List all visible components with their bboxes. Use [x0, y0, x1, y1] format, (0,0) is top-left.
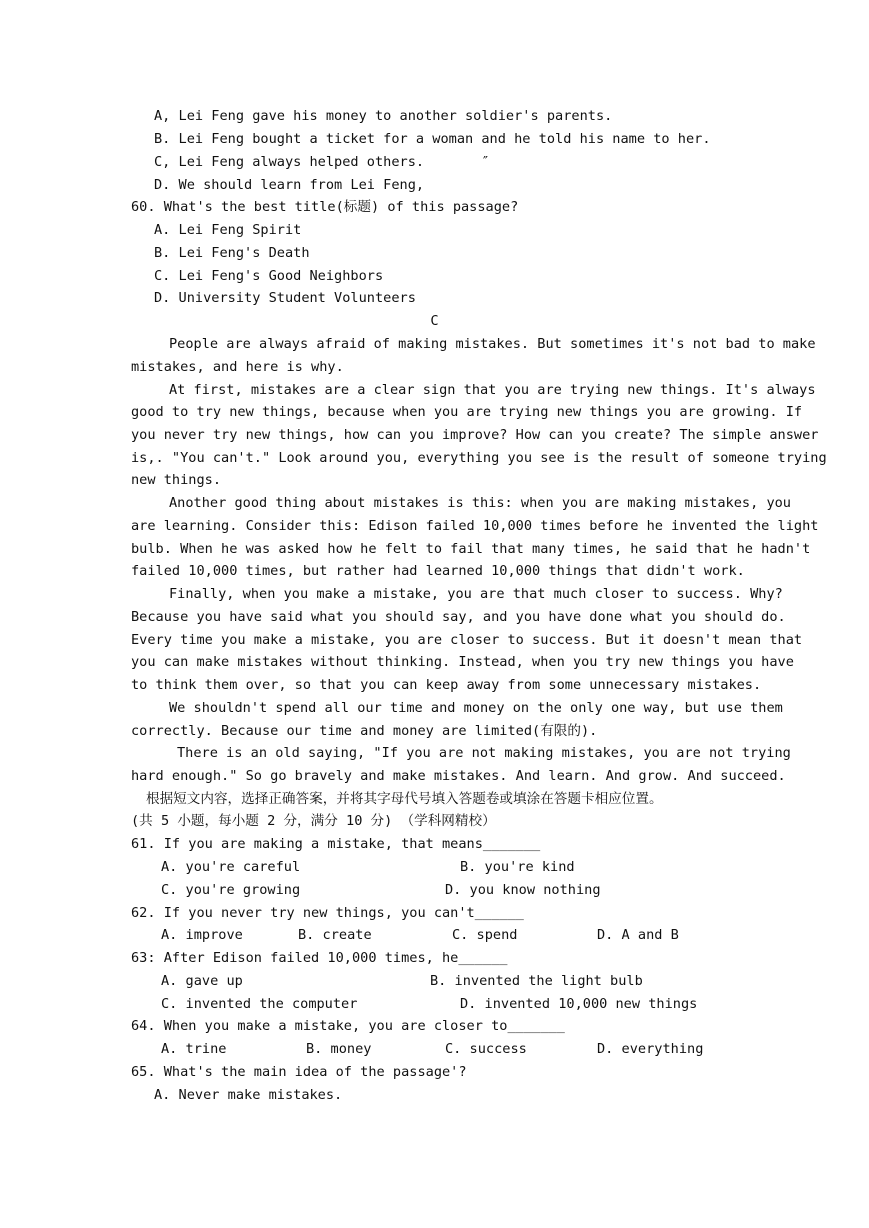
q60-option-b: B. Lei Feng's Death [154, 245, 310, 261]
passage-line: failed 10,000 times, but rather had learned 10,000 things that didn't work. [131, 563, 745, 579]
passage-line: Because you have said what you should say, and you have done what you should do. [131, 609, 786, 625]
q64-option-c: C. success [445, 1041, 527, 1057]
passage-line: is,. "You can't." Look around you, everything you see is the result of someone trying [131, 450, 827, 466]
passage-line: People are always afraid of making mistakes. But sometimes it's not bad to make [169, 336, 816, 352]
q61-option-d: D. you know nothing [445, 882, 601, 898]
passage-line: We shouldn't spend all our time and money on the only one way, but use them [169, 700, 783, 716]
q65-stem: 65. What's the main idea of the passage'? [131, 1064, 467, 1080]
q61-stem: 61. If you are making a mistake, that means_______ [131, 836, 541, 852]
passage-line: Every time you make a mistake, you are closer to success. But it doesn't mean that [131, 632, 803, 648]
passage-line: good to try new things, because when you are trying new things you are growing. If [131, 404, 803, 420]
q59-option-b: B. Lei Feng bought a ticket for a woman and he told his name to her. [154, 131, 711, 147]
passage-line: you never try new things, how can you improve? How can you create? The simple answer [131, 427, 819, 443]
passage-line: to think them over, so that you can keep away from some unnecessary mistakes. [131, 677, 762, 693]
q64-stem: 64. When you make a mistake, you are closer to_______ [131, 1018, 565, 1034]
passage-line: you can make mistakes without thinking. Instead, when you try new things you have [131, 654, 794, 670]
passage-line: Another good thing about mistakes is this: when you are making mistakes, you [169, 495, 791, 511]
q63-option-d: D. invented 10,000 new things [460, 996, 698, 1012]
passage-line: hard enough." So go bravely and make mistakes. And learn. And grow. And succeed. [131, 768, 786, 784]
q63-option-a: A. gave up [161, 973, 243, 989]
instructions-line: 根据短文内容，选择正确答案，并将其字母代号填入答题卷或填涂在答题卡相应位置。 [146, 791, 663, 807]
q59-option-a: A, Lei Feng gave his money to another soldier's parents. [154, 108, 613, 124]
passage-line: new things. [131, 472, 222, 488]
instructions-line: (共 5 小题，每小题 2 分，满分 10 分) （学科网精校） [131, 813, 496, 829]
q62-stem: 62. If you never try new things, you can't______ [131, 905, 524, 921]
q64-option-b: B. money [306, 1041, 372, 1057]
passage-line: mistakes, and here is why. [131, 359, 344, 375]
q61-option-c: C. you're growing [161, 882, 301, 898]
q64-option-d: D. everything [597, 1041, 704, 1057]
q60-stem: 60. What's the best title(标题) of this passage? [131, 199, 519, 215]
q63-option-b: B. invented the light bulb [430, 973, 643, 989]
q65-option-a: A. Never make mistakes. [154, 1087, 343, 1103]
passage-line: bulb. When he was asked how he felt to fail that many times, he said that he hadn't [131, 541, 811, 557]
q59-option-c: C, Lei Feng always helped others. ″ [154, 154, 490, 170]
q62-option-b: B. create [298, 927, 372, 943]
passage-line: Finally, when you make a mistake, you are that much closer to success. Why? [169, 586, 783, 602]
q64-option-a: A. trine [161, 1041, 227, 1057]
q60-option-c: C. Lei Feng's Good Neighbors [154, 268, 384, 284]
q63-option-c: C. invented the computer [161, 996, 358, 1012]
q61-option-a: A. you're careful [161, 859, 301, 875]
q60-option-d: D. University Student Volunteers [154, 290, 416, 306]
q63-stem: 63: After Edison failed 10,000 times, he______ [131, 950, 508, 966]
passage-line: At first, mistakes are a clear sign that you are trying new things. It's always [169, 382, 816, 398]
passage-line: There is an old saying, "If you are not making mistakes, you are not trying [177, 745, 791, 761]
q62-option-a: A. improve [161, 927, 243, 943]
q61-option-b: B. you're kind [460, 859, 575, 875]
q60-option-a: A. Lei Feng Spirit [154, 222, 302, 238]
q62-option-c: C. spend [452, 927, 518, 943]
q59-option-d: D. We should learn from Lei Feng, [154, 177, 425, 193]
passage-label: C [430, 313, 439, 329]
q62-option-d: D. A and B [597, 927, 679, 943]
passage-line: are learning. Consider this: Edison failed 10,000 times before he invented the light [131, 518, 819, 534]
passage-line: correctly. Because our time and money are limited(有限的). [131, 723, 598, 739]
